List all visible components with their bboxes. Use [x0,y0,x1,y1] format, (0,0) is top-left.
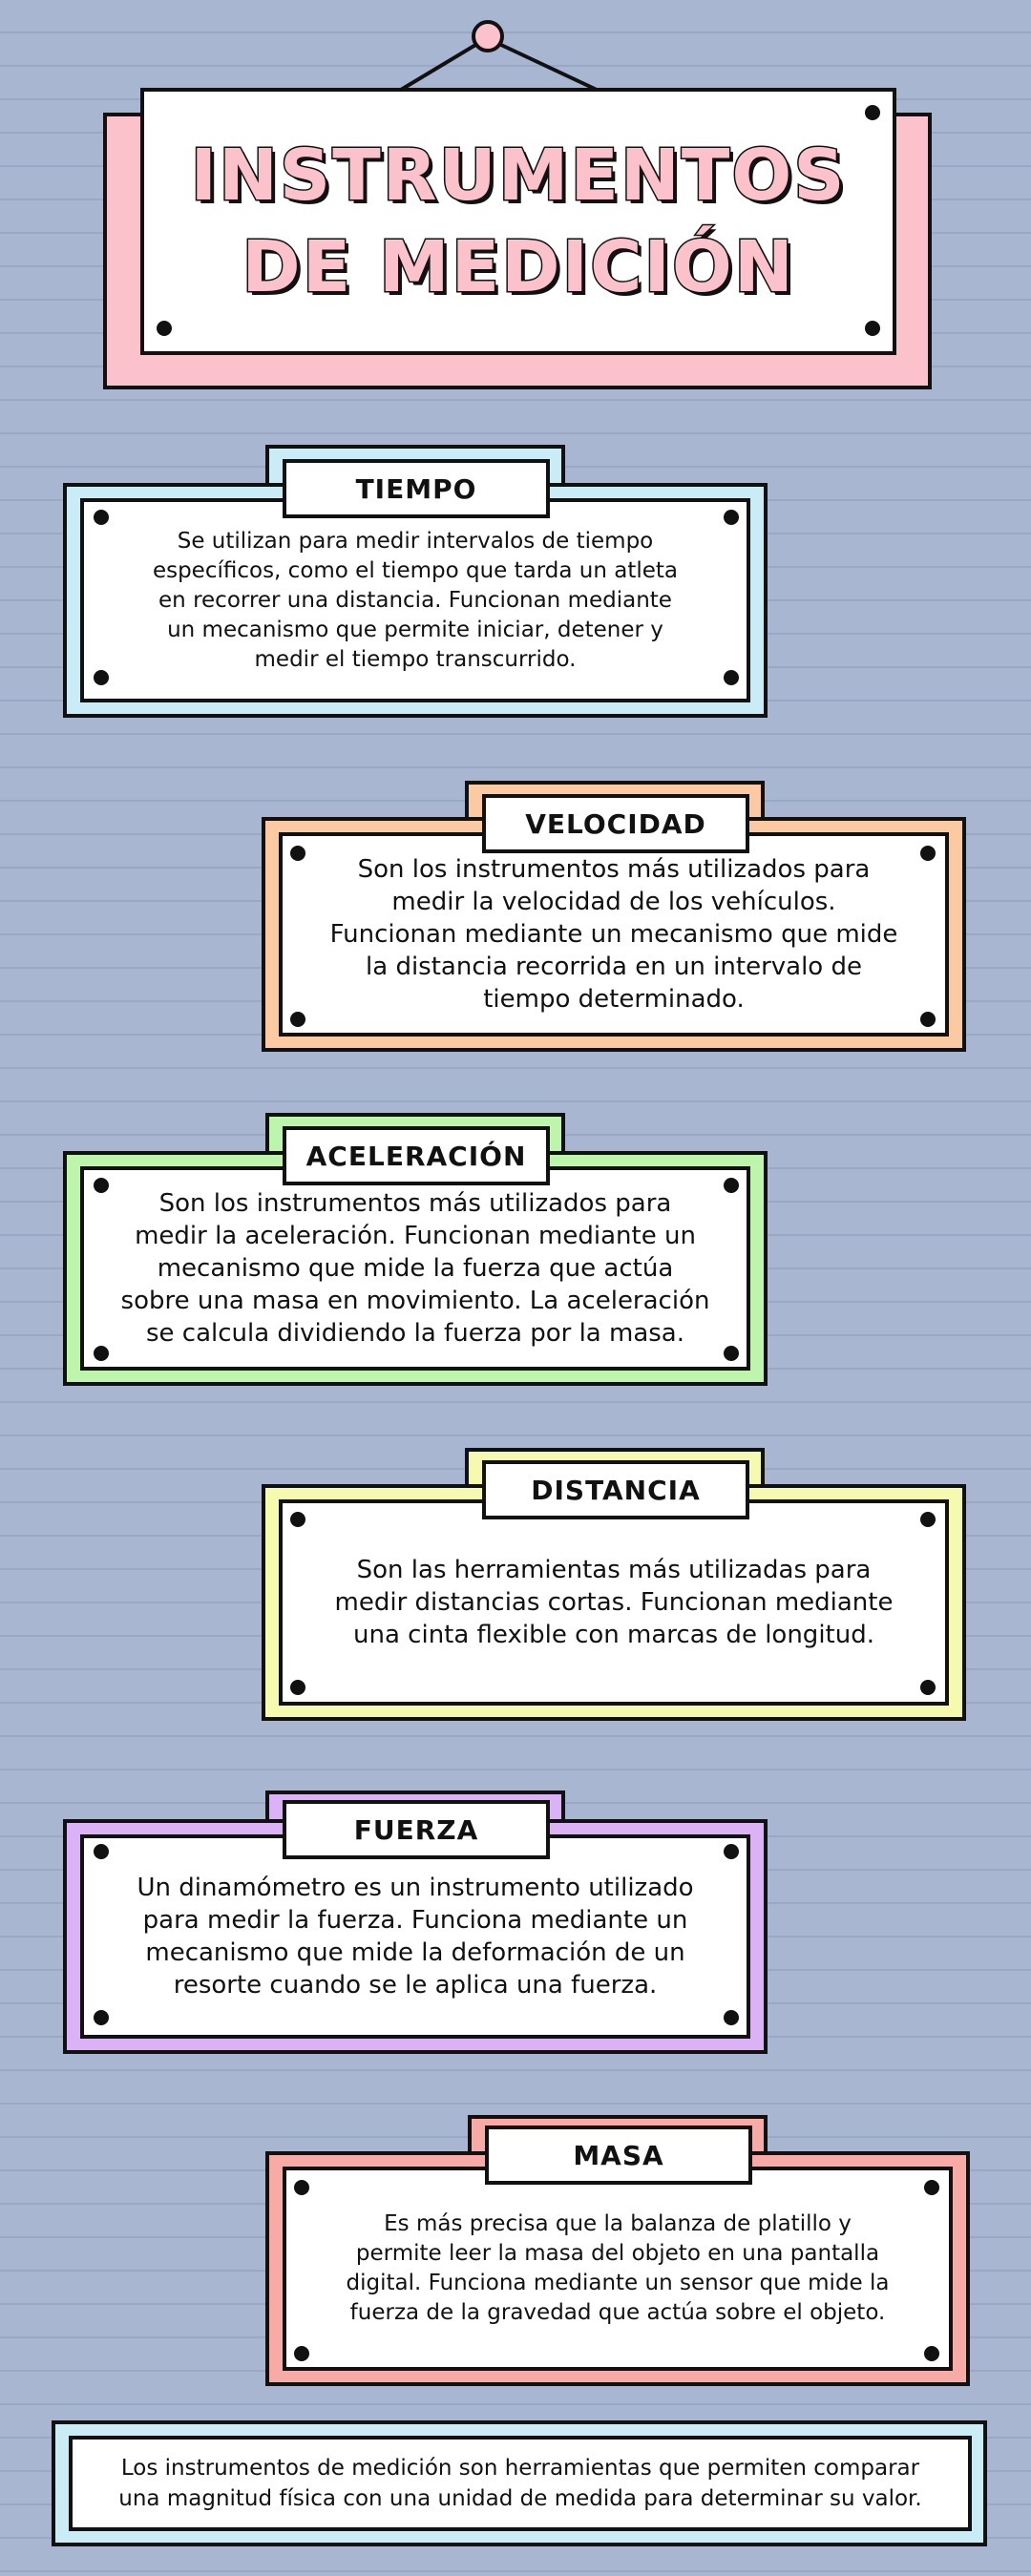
pin-dot [724,1346,739,1361]
pin-dot [920,1512,936,1527]
pin-dot [865,105,880,120]
pin-dot [924,2346,939,2361]
pin-dot [724,510,739,525]
pin-dot [94,1178,109,1193]
pin-dot [920,846,936,861]
pin-dot [724,1178,739,1193]
card-fuerza-text: Un dinamómetro es un instrumento utilizado para medir la fuerza. Funciona mediante un mecanismo que mide la deformación de un resorte cuando se le aplica una fuerza. [137,1874,694,2000]
card-aceleracion-text: Son los instrumentos más utilizados para medir la aceleración. Funcionan mediante un mecanismo que mide la fuerza que actúa sobre una masa en movimiento. La aceleración se calcula dividiendo la fuerza por la masa. [120,1189,710,1348]
footer-box [69,2436,972,2531]
pin-dot [290,1012,305,1027]
pin-dot [94,1346,109,1361]
pin-dot [724,670,739,685]
pin-dot [94,1844,109,1859]
page-title: INSTRUMENTOS DE MEDICIÓN [190,135,847,308]
card-masa-heading: MASA [485,2126,752,2185]
card-masa-text: Es más precisa que la balanza de platillo y permite leer la masa del objeto en una pantalla digital. Funciona mediante un sensor que mide la fuerza de la gravedad que actúa sobre el objeto. [346,2211,890,2325]
pin-dot [94,2010,109,2025]
pin-dot [865,321,880,336]
card-tiempo-text: Se utilizan para medir intervalos de tiempo específicos, como el tiempo que tarda un atleta en recorrer una distancia. Funcionan mediante un mecanismo que permite iniciar, detener y medir el tiempo transcurrido. [152,528,679,672]
pin-dot [724,1844,739,1859]
pin-dot [290,1680,305,1695]
pin-dot [924,2180,939,2195]
pin-dot [94,670,109,685]
card-velocidad-heading: VELOCIDAD [482,794,749,853]
title-sign [140,88,896,355]
card-distancia-text: Son las herramientas más utilizadas para medir distancias cortas. Funcionan mediante una cinta flexible con marcas de longitud. [334,1556,894,1649]
footer-text: Los instrumentos de medición son herramientas que permiten comparar una magnitud física con una unidad de medida para determinar su valor. [118,2456,922,2511]
card-fuerza-heading: FUERZA [283,1800,550,1859]
pin-dot [724,2010,739,2025]
pin-dot [94,510,109,525]
card-distancia-heading: DISTANCIA [482,1460,749,1519]
card-tiempo-heading: TIEMPO [283,459,550,518]
pin-dot [920,1680,936,1695]
pin-dot [290,846,305,861]
pin-dot [294,2180,309,2195]
card-aceleracion-heading: ACELERACIÓN [283,1126,550,1185]
card-velocidad-text: Son los instrumentos más utilizados para medir la velocidad de los vehículos. Funcionan mediante un mecanismo que mide la distancia recorrida en un intervalo de tiempo determinado. [329,855,898,1014]
pin-dot [157,321,172,336]
pin-dot [290,1512,305,1527]
pin-dot [294,2346,309,2361]
pin-dot [920,1012,936,1027]
